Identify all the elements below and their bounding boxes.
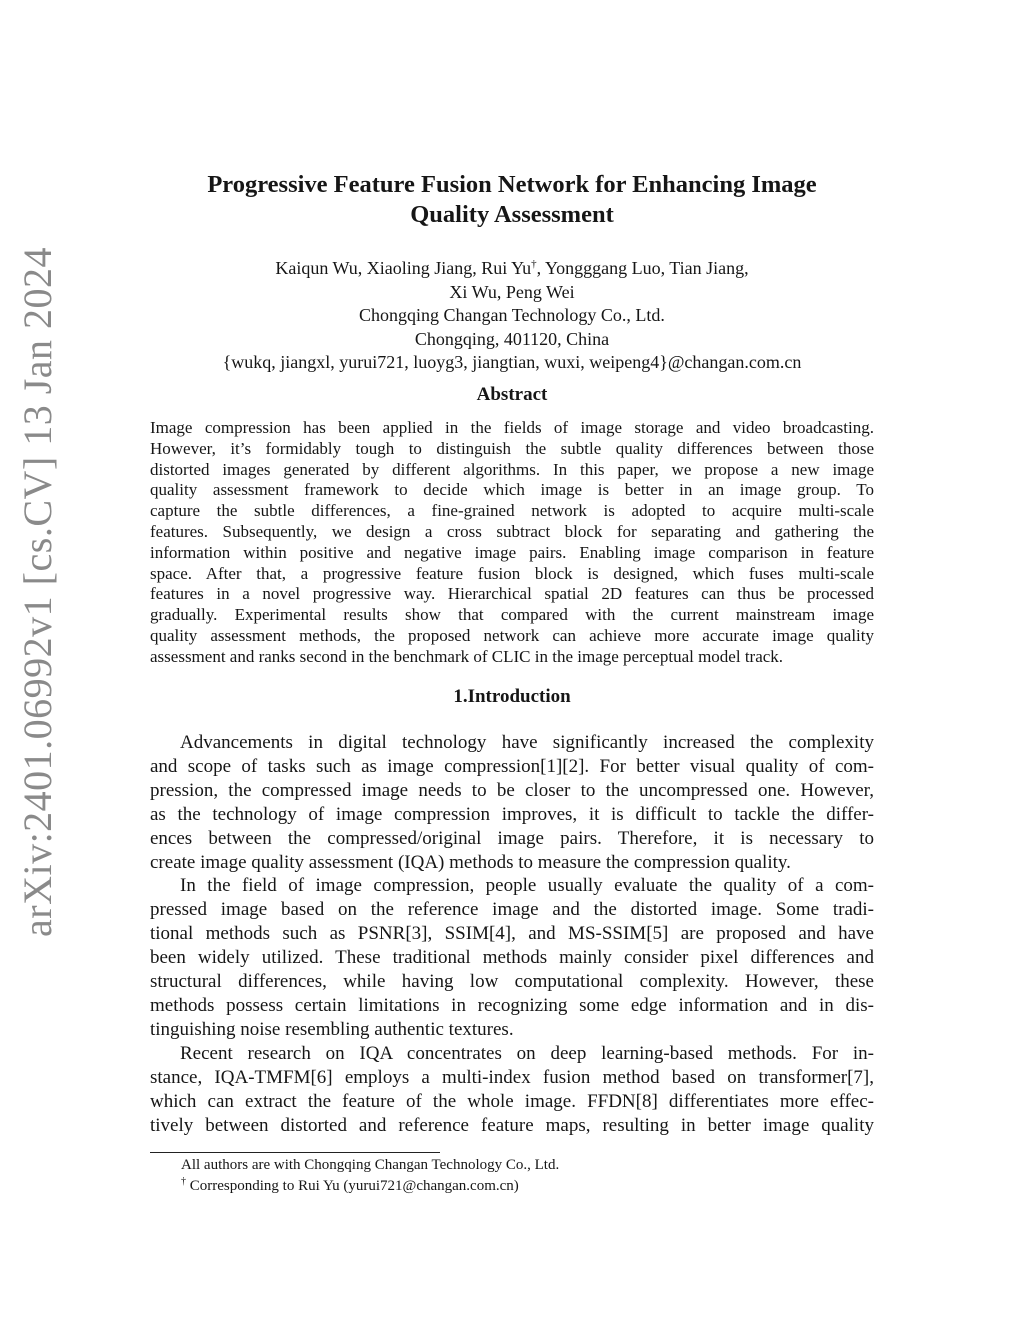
author-line — [150, 257, 874, 281]
intro-paragraph — [150, 874, 874, 1042]
abstract-line: distorted images generated by different algorithms. In this paper, we propose a new image — [150, 459, 874, 479]
abstract-line: quality assessment framework to decide which image is better in an image group. To — [150, 480, 874, 500]
paragraph-line: which can extract the feature of the whole image. FFDN[8] differentiates more effec- — [150, 1091, 874, 1112]
abstract-heading: Abstract — [476, 384, 548, 405]
abstract-line: However, it’s formidably tough to distinguish the subtle quality differences between those — [150, 438, 874, 458]
intro-paragraph — [150, 731, 874, 875]
author-names: , Yongggang Luo, Tian Jiang, — [536, 258, 749, 278]
abstract-line: Image compression has been applied in the fields of image storage and video broadcasting. — [150, 418, 874, 437]
paragraph-line: tively between distorted and reference feature maps, resulting in better image quality — [150, 1115, 874, 1136]
footnote: All authors are with Chongqing Changan Technology Co., Ltd. — [181, 1157, 560, 1173]
abstract-line: gradually. Experimental results show that compared with the current mainstream image — [150, 605, 874, 625]
paragraph-line: tional methods such as PSNR[3], SSIM[4], and MS-SSIM[5] are proposed and have — [150, 923, 874, 944]
paragraph-line: Recent research on IQA concentrates on deep learning-based methods. For in- — [180, 1043, 874, 1064]
abstract-line: space. After that, a progressive feature fusion block is designed, which fuses multi-scale — [150, 563, 874, 583]
paragraph-line: as the technology of image compression improves, it is difficult to tackle the differ- — [150, 804, 874, 825]
author-block — [150, 257, 874, 375]
footnote-divider — [150, 1152, 440, 1153]
intro-paragraph — [150, 1042, 874, 1138]
author-emails: {wukq, jiangxl, yurui721, luoyg3, jiangtian, wuxi, weipeng4}@changan.com.cn — [222, 352, 802, 372]
paragraph-line: create image quality assessment (IQA) methods to measure the compression quality. — [150, 852, 791, 873]
footnote — [181, 1176, 871, 1197]
address: Chongqing, 401120, China — [414, 328, 610, 349]
abstract-text — [150, 418, 874, 668]
footnotes — [181, 1155, 871, 1197]
paragraph-line: In the field of image compression, people usually evaluate the quality of a com- — [180, 875, 874, 896]
abstract-line: quality assessment methods, the proposed network can achieve more accurate image quality — [150, 625, 874, 645]
abstract-line: assessment and ranks second in the benchmark of CLIC in the image perceptual model track. — [150, 646, 784, 666]
corresponding-mark: † — [531, 258, 537, 270]
paragraph-line: been widely utilized. These traditional methods mainly consider pixel differences and — [150, 947, 874, 968]
section-heading-introduction: 1.Introduction — [453, 686, 571, 707]
title-line: Quality Assessment — [410, 201, 614, 228]
paper-title — [150, 170, 874, 230]
title-line: Progressive Feature Fusion Network for Enhancing Image — [207, 171, 817, 198]
paragraph-line: Advancements in digital technology have significantly increased the complexity — [180, 732, 874, 753]
paragraph-line: stance, IQA-TMFM[6] employs a multi-index fusion method based on transformer[7], — [150, 1067, 874, 1088]
abstract-line: information within positive and negative image pairs. Enabling image comparison in feature — [150, 542, 874, 562]
abstract-line: features. Subsequently, we design a cross subtract block for separating and gathering the — [150, 521, 874, 541]
author-names: Kaiqun Wu, Xiaoling Jiang, Rui Yu — [275, 258, 532, 278]
paragraph-line: and scope of tasks such as image compression[1][2]. For better visual quality of com- — [150, 756, 874, 777]
paragraph-line: pressed image based on the reference image and the distorted image. Some tradi- — [150, 899, 874, 920]
paragraph-line: methods possess certain limitations in recognizing some edge information and in dis- — [150, 995, 874, 1016]
abstract-line: capture the subtle differences, a fine-grained network is adopted to acquire multi-scale — [150, 501, 874, 521]
paragraph-line: pression, the compressed image needs to be closer to the uncompressed one. However, — [150, 780, 874, 801]
paragraph-line: structural differences, while having low computational complexity. However, these — [150, 971, 874, 992]
paragraph-line: ences between the compressed/original image pairs. Therefore, it is necessary to — [150, 828, 874, 849]
affiliation: Chongqing Changan Technology Co., Ltd. — [359, 305, 665, 325]
paragraph-line: tinguishing noise resembling authentic textures. — [150, 1019, 514, 1040]
footnote-mark: † — [181, 1176, 186, 1187]
arxiv-identifier: arXiv:2401.06992v1 [cs.CV] 13 Jan 2024 — [15, 246, 60, 937]
abstract-line: features in a novel progressive way. Hierarchical spatial 2D features can thus be processed — [150, 584, 874, 604]
author-line: Xi Wu, Peng Wei — [449, 281, 575, 302]
footnote-text: Corresponding to Rui Yu (yurui721@changan.com.cn) — [186, 1178, 519, 1194]
